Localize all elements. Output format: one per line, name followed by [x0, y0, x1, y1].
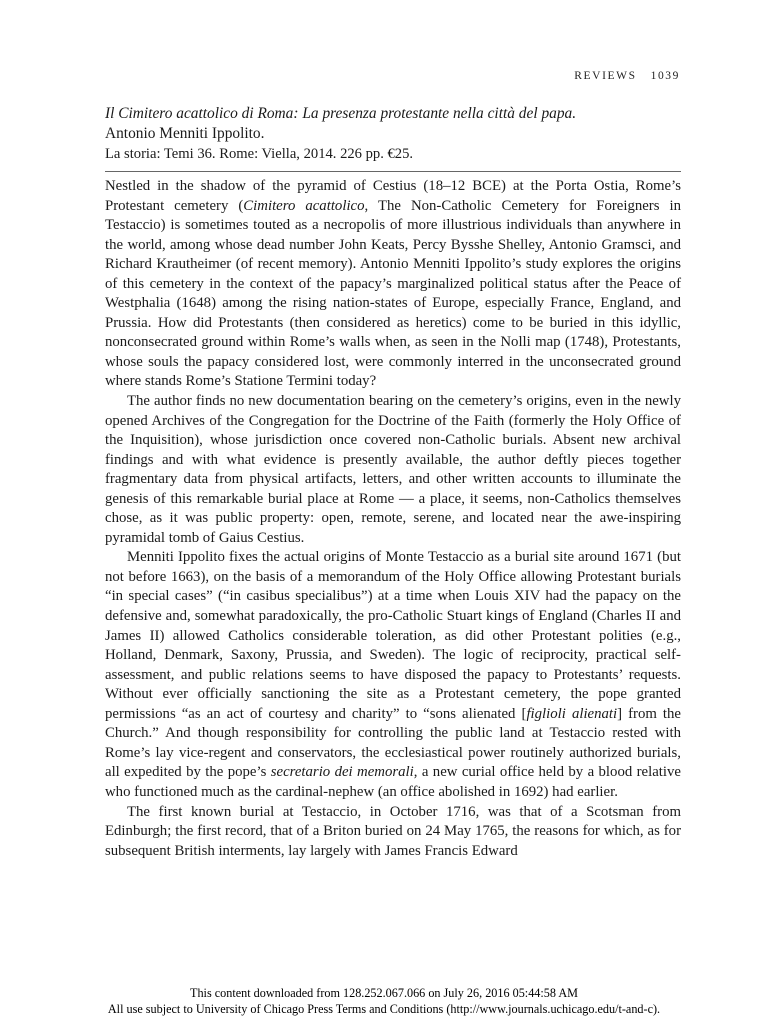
running-head [574, 70, 680, 82]
paragraph-1-text-b: , The Non-Catholic Cemetery for Foreigners in Testaccio) is sometimes touted as a necropolis of more illustrious individuals than anywhere in the world, among whose dead number John Keats, Percy Bysshe Shelley, Antonio Gramsci, and Richard Krautheimer (of recent memory). Antonio Menniti Ippolito’s study explores the origins of this cemetery in the context of the papacy’s marginalized political status after the Peace of Westphalia (1648) among the rising nation-states of Europe, especially France, England, and Prussia. How did Protestants (then considered as heretics) come to be buried in this idyllic, nonconsecrated ground within Rome’s walls when, as seen in the Nolli map (1748), Protestants, whose souls the papacy considered lost, were commonly interred in the unconsecrated ground where stands Rome’s Statione Termini today? [105, 197, 681, 390]
download-notice: This content downloaded from 128.252.067.066 on July 26, 2016 05:44:58 AM [190, 986, 578, 1000]
paragraph-1-text-a: Nestled in the shadow of the pyramid of Cestius (18–12 BCE) at the Porta Ostia, Rome’s Protestant cemetery ( [105, 178, 681, 214]
paragraph-1 [105, 177, 681, 392]
section-label: REVIEWS [574, 70, 637, 82]
divider [105, 171, 681, 172]
paragraph-3 [105, 548, 681, 802]
book-author: Antonio Menniti Ippolito. [105, 125, 265, 142]
paragraph-1-italic: Cimitero acattolico [243, 197, 365, 214]
publication-details: La storia: Temi 36. Rome: Viella, 2014. 226 pp. €25. [105, 146, 414, 162]
page-number: 1039 [650, 70, 680, 82]
paragraph-3-text-b: ] from the Church.” And though responsibility for controlling the public land at Testaccio rested with Rome’s lay vice-regent and conservators, the ecclesiastical power routinely authorized burials, all expedited by the pope’s [105, 705, 682, 781]
book-title: Il Cimitero acattolico di Roma: La presenza protestante nella città del papa. [105, 105, 577, 122]
terms-notice: All use subject to University of Chicago Press Terms and Conditions (http://www.journals.uchicago.edu/t-and-c). [107, 1002, 661, 1016]
paragraph-3-text-c: , a new curial office held by a blood relative who functioned much as the cardinal-nephew (an office abolished in 1692) had earlier. [105, 764, 681, 800]
book-citation [105, 104, 685, 164]
paragraph-3-italic-1: figlioli alienati [526, 705, 618, 722]
review-body [105, 177, 681, 861]
paragraph-2: The author finds no new documentation bearing on the cemetery’s origins, even in the newly opened Archives of the Congregation for the Doctrine of the Faith (formerly the Holy Office of the Inquisition), whose jurisdiction once covered non-Catholic burials. Absent new archival findings and with what evidence is presently available, the author deftly pieces together fragmentary data from physical artifacts, letters, and other written accounts to illuminate the genesis of this remarkable burial place at Rome — a place, it seems, non-Catholics themselves chose, as it was public property: open, remote, serene, and located near the awe-inspiring pyramidal tomb of Gaius Cestius. [105, 393, 681, 546]
paragraph-4: The first known burial at Testaccio, in October 1716, was that of a Scotsman from Edinburgh; the first record, that of a Briton buried on 24 May 1765, the reasons for which, as for subsequent British interments, lay largely with James Francis Edward [105, 803, 681, 859]
paragraph-3-text-a: Menniti Ippolito fixes the actual origins of Monte Testaccio as a burial site around 1671 (but not before 1663), on the basis of a memorandum of the Holy Office allowing Protestant burials “in special cases” (“in casibus specialibus”) at a time when Louis XIV had the papacy on the defensive and, somewhat paradoxically, the pro-Catholic Stuart kings of England (Charles II and James II) allowed Catholics considerable toleration, as did other Protestant polities (e.g., Holland, Denmark, Saxony, Prussia, and Sweden). The logic of reciprocity, practical self-assessment, and public relations seems to have disposed the papacy to Protestants’ requests. Without ever officially sanctioning the site as a Protestant cemetery, the pope granted permissions “as an act of courtesy and charity” to “sons alienated [ [105, 549, 681, 722]
paragraph-3-italic-2: secretario dei memorali [270, 764, 414, 781]
